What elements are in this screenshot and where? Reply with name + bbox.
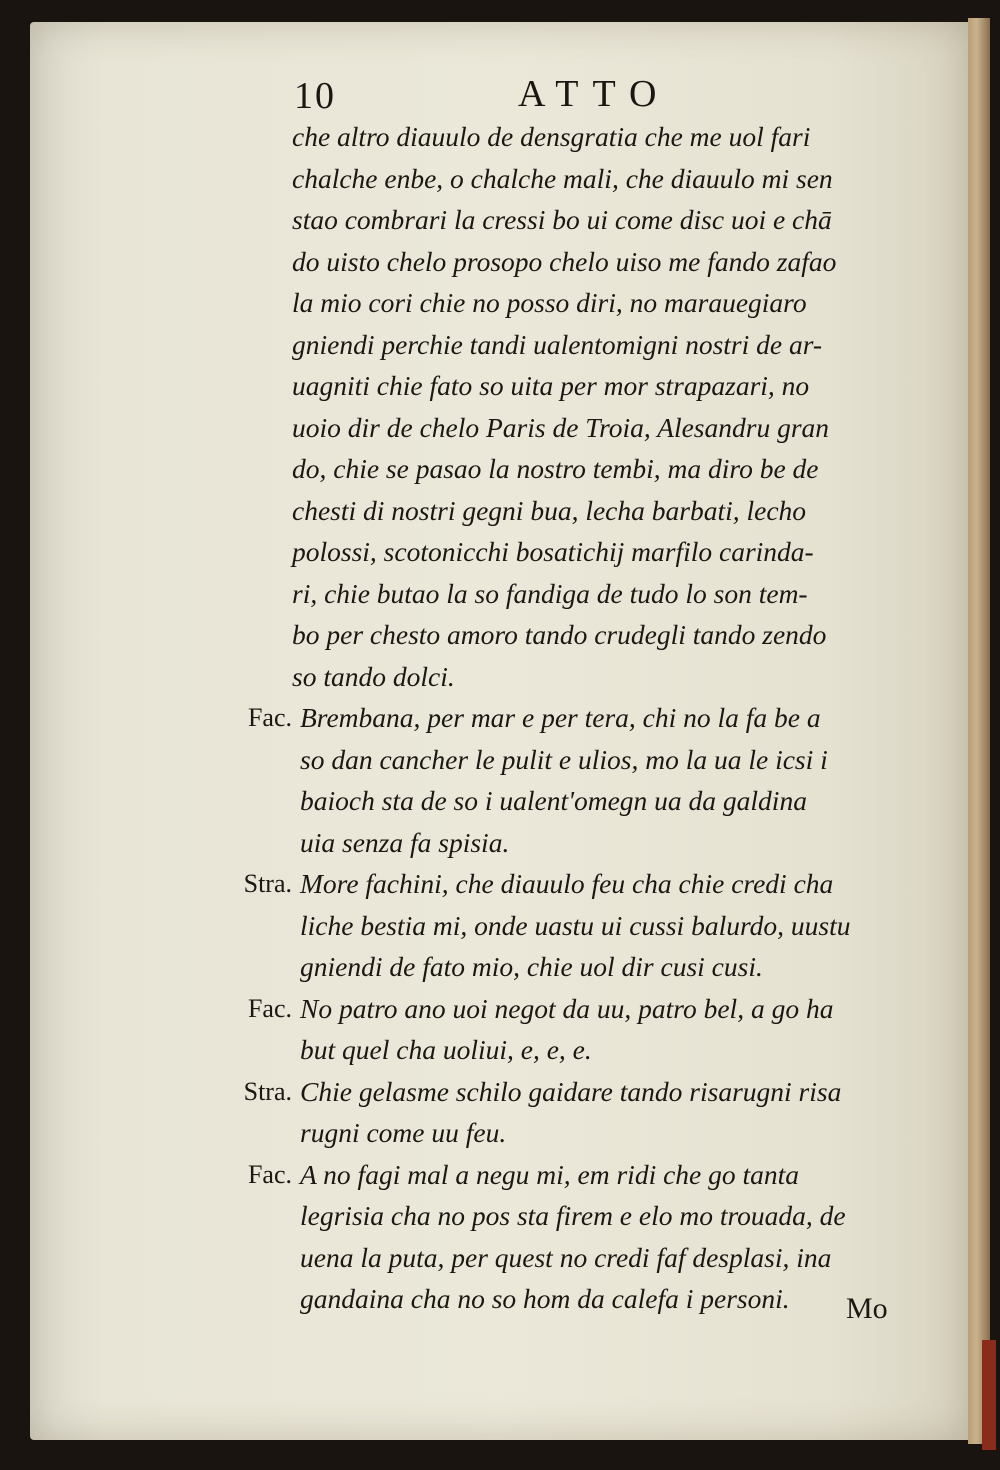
text-line: so tando dolci. xyxy=(292,660,455,692)
text-line: Brembana, per mar e per tera, chi no la fa be a xyxy=(300,702,821,733)
page-header xyxy=(0,66,1000,116)
speech-text xyxy=(300,697,910,863)
speech-text xyxy=(300,1071,910,1154)
text-line: chalche enbe, o chalche mali, che diauulo mi sen xyxy=(292,162,833,194)
binding-edge xyxy=(982,1340,996,1450)
text-line: A no fagi mal a negu mi, em ridi che go tanta xyxy=(300,1158,800,1190)
speech-text xyxy=(300,863,910,988)
text-line: uoio dir de chelo Paris de Troia, Alesandru gran xyxy=(292,411,830,443)
text-line: do, chie se pasao la nostro tembi, ma diro be de xyxy=(292,453,819,484)
page-text xyxy=(210,116,910,1320)
speaker-label: Stra. xyxy=(243,1076,292,1106)
text-line: No patro ano uoi negot da uu, patro bel, a go ha xyxy=(300,992,834,1024)
text-line: chesti di nostri gegni bua, lecha barbati, lecho xyxy=(292,494,807,526)
speech-block xyxy=(210,1071,910,1154)
speech-block xyxy=(210,988,910,1071)
speaker-label: Fac. xyxy=(247,703,292,732)
running-title: ATTO xyxy=(518,73,671,115)
text-line: so dan cancher le pulit e ulios, mo la ua le icsi i xyxy=(300,743,828,775)
speaker-label: Stra. xyxy=(243,869,292,898)
text-line: ri, chie butao la so fandiga de tudo lo son tem- xyxy=(292,577,808,609)
speaker-label: Fac. xyxy=(247,993,292,1023)
text-line: uagniti chie fato so uita per mor strapazari, no xyxy=(292,370,810,401)
text-line: gniendi perchie tandi ualentomigni nostri de ar- xyxy=(292,328,823,360)
speech-block xyxy=(210,697,910,863)
speech-text xyxy=(300,1154,910,1320)
text-line: legrisia cha no pos sta firem e elo mo trouada, de xyxy=(300,1200,846,1231)
text-line: but quel cha uoliui, e, e, e. xyxy=(300,1034,592,1065)
speech-text xyxy=(300,988,910,1071)
speech-block xyxy=(210,1154,910,1320)
text-line: uena la puta, per quest no credi faf desplasi, ina xyxy=(300,1241,832,1273)
text-line: Chie gelasme schilo gaidare tando risarugni risa xyxy=(300,1075,842,1107)
text-line: do uisto chelo prosopo chelo uiso me fando zafao xyxy=(292,245,837,277)
text-line: bo per chesto amoro tando crudegli tando zendo xyxy=(292,619,827,650)
text-line: gandaina cha no so hom da calefa i personi. xyxy=(300,1283,790,1314)
text-line: rugni come uu feu. xyxy=(300,1117,507,1148)
text-line: la mio cori chie no posso diri, no marauegiaro xyxy=(292,287,807,318)
page-number: 10 xyxy=(294,75,336,117)
text-line: stao combrari la cressi bo ui come disc uoi e chā xyxy=(292,204,832,235)
opening-speech xyxy=(210,116,910,697)
speech-block xyxy=(210,863,910,988)
text-line: More fachini, che diauulo feu cha chie credi cha xyxy=(300,868,834,899)
text-line: liche bestia mi, onde uastu ui cussi balurdo, uustu xyxy=(300,909,851,941)
text-line: uia senza fa spisia. xyxy=(300,826,510,858)
text-line: baioch sta de so i ualent'omegn ua da galdina xyxy=(300,785,807,816)
text-line: polossi, scotonicchi bosatichij marfilo carinda- xyxy=(292,536,814,567)
speaker-label: Fac. xyxy=(247,1159,292,1189)
text-line: gniendi de fato mio, chie uol dir cusi cusi. xyxy=(300,951,763,982)
page-edge xyxy=(968,18,990,1444)
catchword: Mo xyxy=(846,1292,888,1325)
text-line: che altro diauulo de densgratia che me uol fari xyxy=(292,121,811,152)
